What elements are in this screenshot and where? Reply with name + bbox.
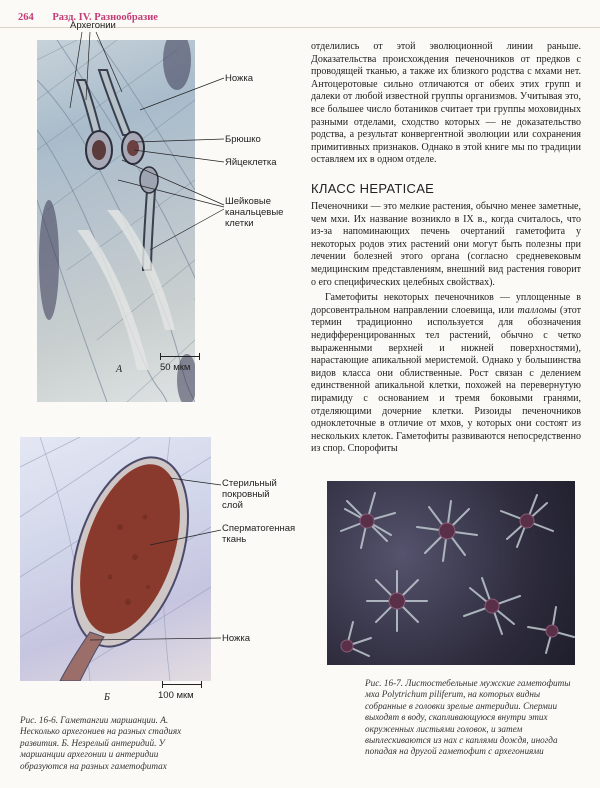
paragraph-evolution: отделились от этой эволюционной линии раньше. Доказательства происхождения печеночников от предков с проводящей тканью, а также их близкого родства с мхами нет. Антоцеротовые сильно отличаются от обеих этих групп и далеки от любой известной группы организмов. Учитывая это, все большее число ботаников считает три группы моховидных разными отделами, сходство которых — не доказательство родства, а результат конвергентной эволюции или сохранения примитивных признаков. Однако в этой книге мы по традиции оставляем их в одном отделе. (311, 41, 581, 166)
archegonia-drawing (37, 40, 195, 402)
label-spermatogenous-tissue (222, 523, 295, 545)
body-paragraphs-hepaticae (311, 201, 581, 456)
photo-polytrichum (327, 481, 575, 665)
paragraph-liverworts-intro: Печеночники — это мелкие растения, обычно менее заметные, чем мхи. Их название возникло в IX в., когда считалось, что из-за напоминающих печень очертаний гаметофита у некоторых родов этих растений они могут быть полезны при лечении болезней этого органа (согласно средневековым медицинским представлениям, внешний вид растения говорит о его специфических целебных свойствах). (311, 201, 581, 288)
caption-figure-16-6: Рис. 16-6. Гаметангии маршанции. А. Несколько архегониев на разных стадиях развития. Б. Незрелый антеридий. У маршанции архегонии и антеридии образуются на разных гаметофитах (20, 715, 182, 771)
figure-b-scale-label: 100 мкм (158, 690, 194, 701)
micrograph-archegonia (37, 40, 195, 402)
antheridium-drawing (20, 437, 211, 681)
figure-a-scale-label: 50 мкм (160, 362, 191, 373)
micrograph-antheridium (20, 437, 211, 681)
section-heading: КЛАСС HEPATICAE (311, 181, 435, 196)
label-sterile-jacket (222, 478, 277, 511)
label-spermatogenous-line-1: Сперматогенная (222, 523, 296, 534)
paragraph-gametophytes-part-1: Гаметофиты некоторых печеночников — уплощенные в дорсовентральном направлении слоевища, или (311, 292, 581, 316)
page-number: 264 (18, 12, 34, 23)
figure-b-letter: Б (104, 692, 110, 703)
caption-figure-16-7: Рис. 16-7. Листостебельные мужские гаметофиты мха Polytrichum piliferum, на которых видны собранные в головки зрелые антеридии. Спермии выходят в воду, скапливающуюся внутри этих окруженных листьями головок, и затем выплескиваются из нах с каплями дождя, иногда попадая на другой гаметофит с архегониями (365, 678, 571, 757)
moss-drawing (327, 481, 575, 665)
label-venter: Брюшко (225, 134, 261, 145)
label-sterile-line-1: Стерильный (222, 478, 277, 489)
label-neck-canal-line-2: канальцевые (225, 207, 284, 218)
figure-b-scale-bar (162, 684, 202, 685)
body-paragraph-top (311, 41, 581, 167)
label-archegonia: Архегонии (70, 20, 116, 31)
paragraph-gametophytes-part-2: (этот термин традиционно используется для обозначения недифференцированных тел растений, обычно с четко выраженными верхней и нижней поверхностями), нарастающие апикальной меристемой. Однако у большинства видов класса они облиственные. Рост связан с делением единственной апикальной клетки, похожей на перевернутую пирамиду с основанием и тремя боковыми гранями, отделяющими дочерние клетки. Ризоиды печеночников одноклеточные в отличие от мхов, у которых они состоят из нескольких клеток. Гаметофиты развиваются непосредственно из спор. Спорофиты (311, 304, 581, 455)
label-spermatogenous-line-2: ткань (222, 534, 247, 545)
label-stalk-b: Ножка (222, 633, 251, 644)
figure-a-letter: А (116, 364, 123, 375)
section-running-title: Разд. IV. Разнообразие (52, 12, 158, 23)
label-stalk-a: Ножка (225, 73, 254, 84)
term-thallus: талломы (517, 304, 557, 316)
label-sterile-line-2: покровный (222, 489, 270, 500)
label-egg-cell: Яйцеклетка (225, 157, 277, 168)
label-neck-canal-line-1: Шейковые (225, 196, 272, 207)
label-sterile-line-3: слой (222, 500, 243, 511)
figure-a-scale-bar (160, 356, 200, 357)
label-neck-canal-cells (225, 196, 283, 229)
paragraph-gametophytes (311, 292, 581, 456)
label-neck-canal-line-3: клетки (225, 218, 254, 229)
